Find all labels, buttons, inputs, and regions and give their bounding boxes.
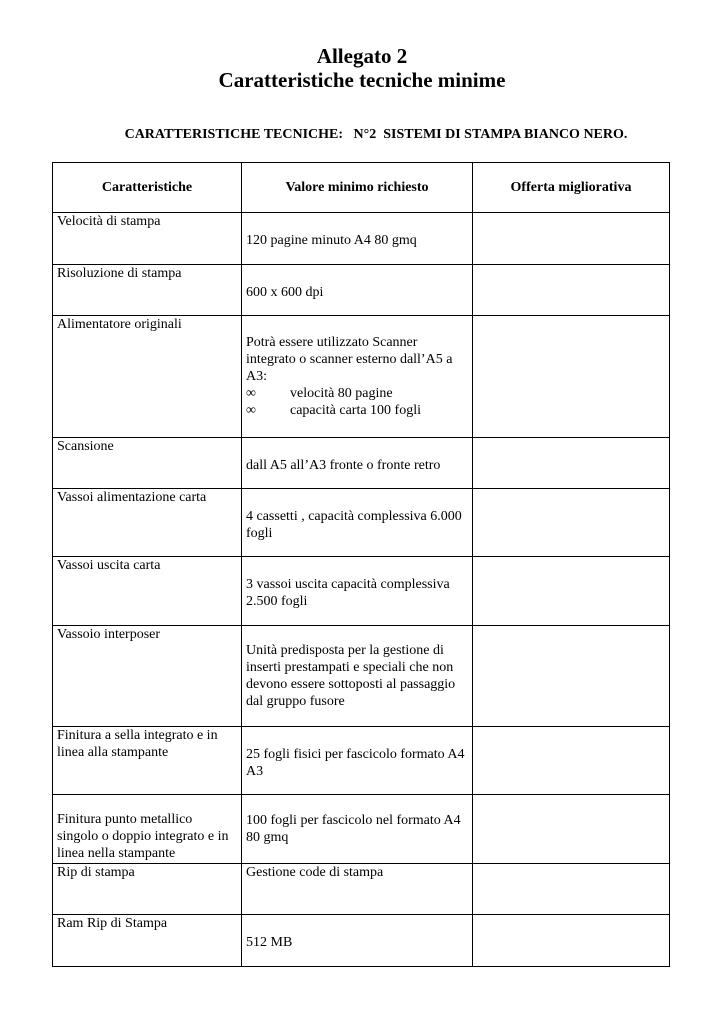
row-label: Scansione (53, 438, 242, 489)
row-offer-cell[interactable] (473, 489, 670, 557)
row-offer-cell[interactable] (473, 316, 670, 438)
document-title: Allegato 2 (316, 44, 408, 68)
row-label: Risoluzione di stampa (53, 265, 242, 316)
table-row (53, 265, 670, 316)
row-value: 600 x 600 dpi (242, 265, 473, 316)
header-improved-offer: Offerta migliorativa (473, 163, 670, 213)
row-offer-cell[interactable] (473, 557, 670, 626)
table-row (53, 727, 670, 795)
header-characteristics: Caratteristiche (53, 163, 242, 213)
row-value: 25 fogli fisici per fascicolo formato A4 A3 (242, 727, 473, 795)
bullet-text: capacità carta 100 fogli (290, 403, 421, 418)
row-value: 120 pagine minuto A4 80 gmq (242, 213, 473, 265)
section-heading: CARATTERISTICHE TECNICHE: N°2 SISTEMI DI STAMPA BIANCO NERO. (124, 127, 628, 142)
table-row (53, 557, 670, 626)
row-label: Velocità di stampa (53, 213, 242, 265)
infinity-bullet-icon: ∞ (246, 403, 256, 418)
row-value: Gestione code di stampa (242, 864, 473, 915)
row-value: 4 cassetti , capacità complessiva 6.000 fogli (242, 489, 473, 557)
table-row (53, 626, 670, 727)
row-label: Finitura punto metallico singolo o doppio integrato e in linea nella stampante (53, 795, 242, 864)
row-label: Vassoio interposer (53, 626, 242, 727)
infinity-bullet-icon: ∞ (246, 386, 256, 401)
bullet-item (246, 402, 468, 419)
table-row (53, 438, 670, 489)
row-label: Rip di stampa (53, 864, 242, 915)
table-row (53, 489, 670, 557)
row-offer-cell[interactable] (473, 795, 670, 864)
row-offer-cell[interactable] (473, 626, 670, 727)
row-label: Vassoi uscita carta (53, 557, 242, 626)
row-offer-cell[interactable] (473, 265, 670, 316)
row-offer-cell[interactable] (473, 727, 670, 795)
row-offer-cell[interactable] (473, 864, 670, 915)
row-label: Vassoi alimentazione carta (53, 489, 242, 557)
table-row (53, 915, 670, 967)
row-label: Ram Rip di Stampa (53, 915, 242, 967)
row-value-text: Potrà essere utilizzato Scanner integrato o scanner esterno dall’A5 a A3: (246, 335, 453, 384)
table-row (53, 213, 670, 265)
bullet-text: velocità 80 pagine (290, 386, 393, 401)
row-value: 100 fogli per fascicolo nel formato A4 80 gmq (242, 795, 473, 864)
row-value (242, 316, 473, 438)
row-offer-cell[interactable] (473, 213, 670, 265)
document-subtitle-heading: Caratteristiche tecniche minime (218, 68, 506, 92)
table-row (53, 795, 670, 864)
table-row (53, 864, 670, 915)
row-value: Unità predisposta per la gestione di inserti prestampati e speciali che non devono essere sottoposti al passaggio dal gruppo fusore (242, 626, 473, 727)
specifications-table (52, 162, 670, 967)
header-minimum-value: Valore minimo richiesto (242, 163, 473, 213)
row-label: Alimentatore originali (53, 316, 242, 438)
row-offer-cell[interactable] (473, 438, 670, 489)
row-value: 3 vassoi uscita capacità complessiva 2.500 fogli (242, 557, 473, 626)
table-header-row (53, 163, 670, 213)
table-row (53, 316, 670, 438)
bullet-item (246, 385, 468, 402)
row-value: dall A5 all’A3 fronte o fronte retro (242, 438, 473, 489)
row-value: 512 MB (242, 915, 473, 967)
row-offer-cell[interactable] (473, 915, 670, 967)
row-label: Finitura a sella integrato e in linea alla stampante (53, 727, 242, 795)
